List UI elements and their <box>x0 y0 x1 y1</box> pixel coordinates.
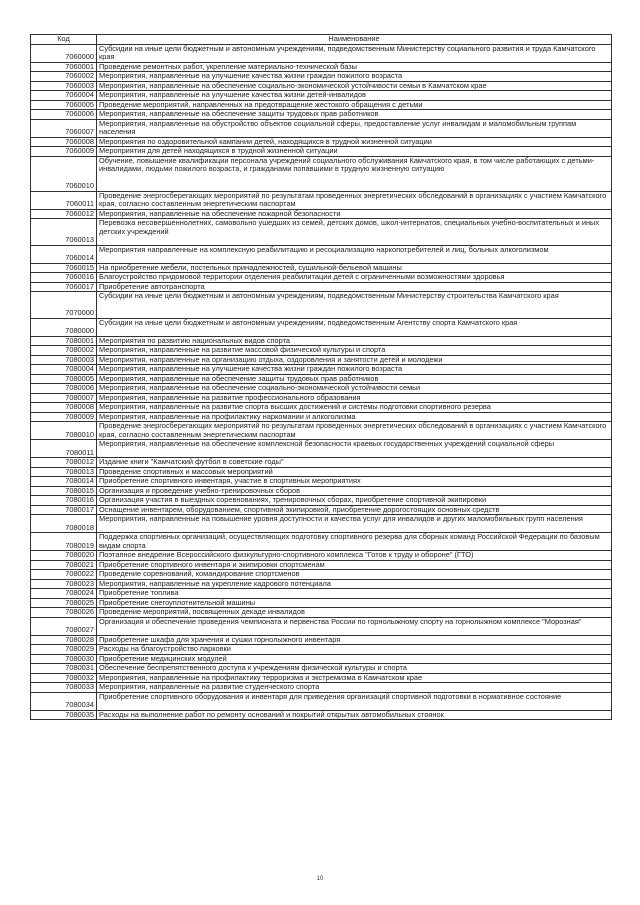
row-code: 7080019 <box>31 533 97 551</box>
row-code: 7080029 <box>31 645 97 655</box>
row-name: Мероприятия, направленные на обеспечение комплексной безопасности краевых государственных учреждений социальной сферы <box>97 440 612 458</box>
row-code: 7060003 <box>31 81 97 91</box>
row-name: Мероприятия, направленные на развитие спорта высших достижений и системы подготовки спортивного резерва <box>97 403 612 413</box>
row-name: Проведение спортивных и массовых мероприятий <box>97 467 612 477</box>
row-name: Расходы на благоустройство парковки <box>97 645 612 655</box>
table-row <box>31 403 612 413</box>
table-row <box>31 147 612 157</box>
table-row <box>31 318 612 336</box>
row-name: Поэтапное внедрение Всероссийского физкультурно-спортивного комплекса "Готов к труду и обороне" (ГТО) <box>97 551 612 561</box>
row-code: 7080021 <box>31 560 97 570</box>
row-code: 7080014 <box>31 477 97 487</box>
table-row <box>31 365 612 375</box>
row-name: Мероприятия, направленные на укрепление кадрового потенциала <box>97 579 612 589</box>
table-row <box>31 72 612 82</box>
row-name: Мероприятия, направленные на обустройство объектов социальной сферы, предоставление услуг инвалидам и маломобильным группам населения <box>97 119 612 137</box>
row-code: 7080011 <box>31 440 97 458</box>
table-row <box>31 515 612 533</box>
row-name: Мероприятия, направленные на развитие студенческого спорта <box>97 683 612 693</box>
row-name: Приобретение медицинских модулей <box>97 654 612 664</box>
table-row <box>31 336 612 346</box>
table-row <box>31 598 612 608</box>
row-name: Организация и обеспечение проведения чемпионата и первенства России по горнолыжному спорту на горнолыжном комплексе "Морозная" <box>97 617 612 635</box>
table-row <box>31 608 612 618</box>
row-name: Организация и проведение учебно-тренировочных сборов <box>97 486 612 496</box>
table-row <box>31 346 612 356</box>
row-code: 7060014 <box>31 245 97 263</box>
row-name: Обучение, повышение квалификации персонала учреждений социального обслуживания Камчатского края, в том числе работающих с детьми-инвалидами, людьми пожилого возраста, и гражданами попавшими в трудную жизненную ситуацию <box>97 156 612 191</box>
row-name: Субсидии на иные цели бюджетным и автономным учреждениям, подведомственным Министерству социального развития и труда Камчатского края <box>97 44 612 62</box>
page-number: 10 <box>316 876 324 882</box>
row-code: 7060011 <box>31 191 97 209</box>
row-code: 7060012 <box>31 209 97 219</box>
row-name: Приобретение спортивного инвентаря и экипировки спортсменам <box>97 560 612 570</box>
table-row <box>31 282 612 292</box>
table-row <box>31 422 612 440</box>
row-code: 7060007 <box>31 119 97 137</box>
table-row <box>31 110 612 120</box>
table-row <box>31 673 612 683</box>
table-row <box>31 91 612 101</box>
row-name: Поддержка спортивных организаций, осуществляющих подготовку спортивного резерва для сборных команд Российской Федерации по базовым видам спорта <box>97 533 612 551</box>
table-row <box>31 245 612 263</box>
row-name: Проведение мероприятий, направленных на предотвращение жестокого обращения с детьми <box>97 100 612 110</box>
row-code: 7060017 <box>31 282 97 292</box>
row-code: 7080035 <box>31 710 97 720</box>
table-body <box>31 44 612 720</box>
row-code: 7080032 <box>31 673 97 683</box>
table-row <box>31 374 612 384</box>
row-code: 7080030 <box>31 654 97 664</box>
table-row <box>31 393 612 403</box>
row-name: Мероприятия, направленные на профилактику терроризма и экстремизма в Камчатском крае <box>97 673 612 683</box>
row-name: Мероприятия, направленные на обеспечение пожарной безопасности <box>97 209 612 219</box>
table-row <box>31 191 612 209</box>
row-name: Мероприятия, направленные на обеспечение защиты трудовых прав работников <box>97 374 612 384</box>
table-row <box>31 496 612 506</box>
table-row <box>31 440 612 458</box>
row-name: Мероприятия по оздоровительной кампании детей, находящихся в трудной жизненной ситуации <box>97 137 612 147</box>
row-code: 7080002 <box>31 346 97 356</box>
row-code: 7080010 <box>31 422 97 440</box>
table-row <box>31 710 612 720</box>
table-row <box>31 683 612 693</box>
row-code: 7080001 <box>31 336 97 346</box>
table-row <box>31 570 612 580</box>
table-row <box>31 156 612 191</box>
row-code: 7080016 <box>31 496 97 506</box>
row-name: Проведение соревнований, командирование спортсменов <box>97 570 612 580</box>
row-name: Проведение мероприятий, посвященных декаде инвалидов <box>97 608 612 618</box>
row-name: Приобретение шкафа для хранения и сушки горнолыжного инвентаря <box>97 635 612 645</box>
table-row <box>31 458 612 468</box>
row-name: Субсидии на иные цели бюджетным и автономным учреждениям, подведомственным Министерству строительства Камчатского края <box>97 292 612 319</box>
row-code: 7080028 <box>31 635 97 645</box>
row-code: 7080006 <box>31 384 97 394</box>
row-code: 7080003 <box>31 355 97 365</box>
row-name: Издание книги "Камчатский футбол в советские годы" <box>97 458 612 468</box>
row-code: 7080000 <box>31 318 97 336</box>
row-code: 7060008 <box>31 137 97 147</box>
table-row <box>31 44 612 62</box>
row-code: 7080024 <box>31 589 97 599</box>
row-name: Приобретение снегоуплотнительной машины <box>97 598 612 608</box>
table-row <box>31 589 612 599</box>
table-row <box>31 692 612 710</box>
row-name: Мероприятия, направленные на развитие массовой физической культуры и спорта <box>97 346 612 356</box>
row-code: 7080009 <box>31 412 97 422</box>
table-row <box>31 100 612 110</box>
table-row <box>31 219 612 246</box>
row-name: Расходы на выполнение работ по ремонту оснований и покрытий открытых автомобильных стоянок <box>97 710 612 720</box>
row-code: 7060001 <box>31 62 97 72</box>
table-header-row <box>31 35 612 45</box>
row-name: Мероприятия, направленные на обеспечение социально-экономической устойчивости семьи в Камчатском крае <box>97 81 612 91</box>
row-code: 7080015 <box>31 486 97 496</box>
row-name: Приобретение автотранспорта <box>97 282 612 292</box>
table-row <box>31 533 612 551</box>
row-name: Приобретение топлива <box>97 589 612 599</box>
row-code: 7080005 <box>31 374 97 384</box>
row-code: 7060005 <box>31 100 97 110</box>
table-row <box>31 551 612 561</box>
row-name: Приобретение спортивного оборудования и инвентаря для приведения организаций спортивной подготовки в нормативное состояние <box>97 692 612 710</box>
table-row <box>31 617 612 635</box>
table-row <box>31 505 612 515</box>
row-code: 7080013 <box>31 467 97 477</box>
row-name: Оснащение инвентарем, оборудованием, спортивной экипировкой, приобретение дорогостоящих основных средств <box>97 505 612 515</box>
row-name: Мероприятия, направленные на улучшение качества жизни граждан пожилого возраста <box>97 365 612 375</box>
row-code: 7060006 <box>31 110 97 120</box>
table-row <box>31 263 612 273</box>
row-name: Обеспечение беспрепятственного доступа к учреждениям физической культуры и спорта <box>97 664 612 674</box>
row-code: 7080023 <box>31 579 97 589</box>
table-row <box>31 355 612 365</box>
row-name: Мероприятия для детей находящихся в трудной жизненной ситуации <box>97 147 612 157</box>
row-name: Проведение энергосберегающих мероприятий по результатам проведенных энергетических обследований в организациях с участием Камчатского края, согласно составленным энергетическим паспортам <box>97 191 612 209</box>
table-row <box>31 560 612 570</box>
table-row <box>31 273 612 283</box>
table-row <box>31 81 612 91</box>
row-name: Мероприятия, направленные на улучшение качества жизни граждан пожилого возраста <box>97 72 612 82</box>
row-code: 7080020 <box>31 551 97 561</box>
table-row <box>31 477 612 487</box>
table-row <box>31 209 612 219</box>
row-code: 7060004 <box>31 91 97 101</box>
table-row <box>31 119 612 137</box>
row-code: 7080033 <box>31 683 97 693</box>
row-name: Мероприятия, направленные на обеспечение защиты трудовых прав работников <box>97 110 612 120</box>
row-name: Мероприятия, направленные на профилактику наркомании и алкоголизма <box>97 412 612 422</box>
row-code: 7080026 <box>31 608 97 618</box>
row-name: Организация участия в выездных соревнованиях, тренировочных сборах, приобретение спортивной экипировки <box>97 496 612 506</box>
row-code: 7080012 <box>31 458 97 468</box>
table-row <box>31 412 612 422</box>
table-row <box>31 654 612 664</box>
row-name: Мероприятия, направленные на улучшение качества жизни детей-инвалидов <box>97 91 612 101</box>
row-name: Мероприятия, направленные на развитие профессионального образования <box>97 393 612 403</box>
row-code: 7060010 <box>31 156 97 191</box>
row-code: 7080004 <box>31 365 97 375</box>
row-name: Приобретение спортивного инвентаря, участие в спортивных мероприятиях <box>97 477 612 487</box>
row-code: 7070000 <box>31 292 97 319</box>
row-code: 7060000 <box>31 44 97 62</box>
row-name: Проведение энергосберегающих мероприятий по результатам проведенных энергетических обследований в организациях с участием Камчатского края, согласно составленным энергетическим паспортам <box>97 422 612 440</box>
row-code: 7080027 <box>31 617 97 635</box>
row-code: 7080034 <box>31 692 97 710</box>
row-code: 7060002 <box>31 72 97 82</box>
row-code: 7080031 <box>31 664 97 674</box>
row-name: Благоустройство придомовой территории отделения реабилитации детей с ограниченными возможностями здоровья <box>97 273 612 283</box>
row-code: 7060015 <box>31 263 97 273</box>
row-name: Мероприятия, направленные на организацию отдыха, оздоровления и занятости детей и молодежи <box>97 355 612 365</box>
table-row <box>31 384 612 394</box>
row-code: 7060013 <box>31 219 97 246</box>
table-row <box>31 579 612 589</box>
code-column-header: Код <box>31 35 97 45</box>
row-name: Субсидии на иные цели бюджетным и автономным учреждениям, подведомственным Агентству спорта Камчатского края <box>97 318 612 336</box>
row-code: 7060009 <box>31 147 97 157</box>
table-row <box>31 635 612 645</box>
row-name: Перевозка несовершеннолетних, самовольно ушедших из семей, детских домов, школ-интернатов, специальных учебно-воспитательных и иных детских учреждений <box>97 219 612 246</box>
row-code: 7080022 <box>31 570 97 580</box>
codes-table <box>30 34 612 720</box>
table-row <box>31 467 612 477</box>
row-code: 7060016 <box>31 273 97 283</box>
table-row <box>31 664 612 674</box>
row-code: 7080017 <box>31 505 97 515</box>
row-code: 7080018 <box>31 515 97 533</box>
table-row <box>31 292 612 319</box>
row-name: Мероприятия по развитию национальных видов спорта <box>97 336 612 346</box>
table-row <box>31 137 612 147</box>
row-name: Мероприятия, направленные на обеспечение социально-экономической устойчивости семьи <box>97 384 612 394</box>
table-row <box>31 486 612 496</box>
row-name: Проведение ремонтных работ, укрепление материально-технической базы <box>97 62 612 72</box>
row-code: 7080007 <box>31 393 97 403</box>
row-code: 7080008 <box>31 403 97 413</box>
row-code: 7080025 <box>31 598 97 608</box>
row-name: Мероприятия направленные на комплексную реабилитацию и ресоциализацию наркопотребителей и лиц, больных алкоголизмом <box>97 245 612 263</box>
row-name: Мероприятия, направленные на повышение уровня доступности и качества услуг для инвалидов и других маломобильных групп населения <box>97 515 612 533</box>
name-column-header: Наименование <box>97 35 612 45</box>
table-row <box>31 645 612 655</box>
table-row <box>31 62 612 72</box>
row-name: На приобретение мебели, постельных принадлежностей, сушильной-бельевой машины <box>97 263 612 273</box>
